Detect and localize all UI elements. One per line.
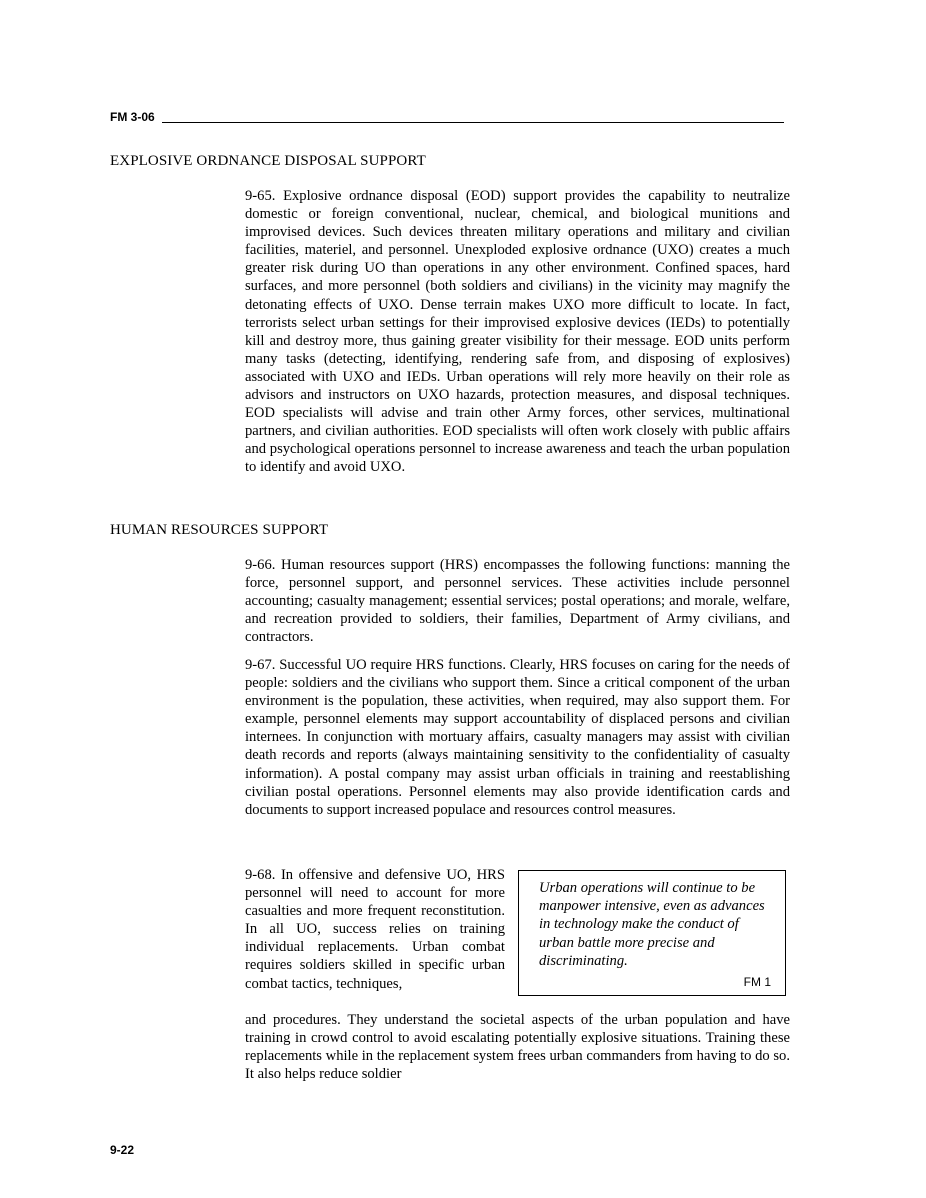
section-heading-eod: EXPLOSIVE ORDNANCE DISPOSAL SUPPORT [110, 153, 426, 169]
header-rule [162, 122, 784, 123]
paragraph-9-67: 9-67. Successful UO require HRS functions. Clearly, HRS focuses on caring for the needs of people: soldiers and the civilians who support them. Since a critical component of the urban environment is the population, these activities, when required, may also support them. For example, personnel elements may support accountability of displaced persons and civilian internees. In conjunction with mortuary affairs, casualty managers may assist with civilian death records and reports (always maintaining sensitivity to the confidentiality of casualty information). A postal company may assist urban officials in training and reestablishing civilian postal operations. Personnel elements may also provide identification cards and documents to support increased populace and resources control measures. [245, 657, 790, 818]
running-header: FM 3-06 [110, 110, 155, 124]
paragraph-9-68-continued: and procedures. They understand the societal aspects of the urban population and have training in crowd control to avoid escalating potentially explosive situations. Training these replacements while in the replacement system frees urban commanders from having to do so. It also helps reduce soldier [245, 1012, 790, 1083]
pull-quote-box [518, 870, 786, 996]
page-number: 9-22 [110, 1143, 135, 1157]
pull-quote-text: Urban operations will continue to be manpower intensive, even as advances in technology make the conduct of urban battle more precise and discriminating. [539, 880, 765, 969]
pull-quote-source: FM 1 [743, 975, 771, 989]
paragraph-9-68: 9-68. In offensive and defensive UO, HRS personnel will need to account for more casualties and more frequent reconstitution. In all UO, success relies on training individual replacements. Urban combat requires soldiers skilled in specific urban combat tactics, techniques, [245, 867, 505, 992]
section-heading-hrs: HUMAN RESOURCES SUPPORT [110, 522, 329, 538]
paragraph-9-66: 9-66. Human resources support (HRS) encompasses the following functions: manning the force, personnel support, and personnel services. These activities include personnel accounting; casualty management; essential services; postal operations; and morale, welfare, and recreation provided to soldiers, their families, Department of Army civilians, and contractors. [245, 557, 790, 646]
paragraph-9-65: 9-65. Explosive ordnance disposal (EOD) support provides the capability to neutralize domestic or foreign conventional, nuclear, chemical, and biological munitions and improvised devices. Such devices threaten military operations and military and civilian facilities, materiel, and personnel. Unexploded explosive ordnance (UXO) creates a much greater risk during UO than operations in any other environment. Confined spaces, hard surfaces, and more personnel (both soldiers and civilians) in the vicinity may magnify the detonating effects of UXO. Dense terrain makes UXO more difficult to locate. In fact, terrorists select urban settings for their improvised explosive devices (IEDs) to potentially kill and destroy more, thus gaining greater visibility for their message. EOD units perform many tasks (detecting, identifying, rendering safe from, and disposing of explosives) associated with UXO and IEDs. Urban operations will rely more heavily on their role as advisors and instructors on UXO hazards, protection measures, and disposal techniques. EOD specialists will advise and train other Army forces, other services, multinational partners, and civilian authorities. EOD specialists will often work closely with public affairs and psychological operations personnel to increase awareness and teach the urban population to identify and avoid UXO. [245, 188, 790, 476]
